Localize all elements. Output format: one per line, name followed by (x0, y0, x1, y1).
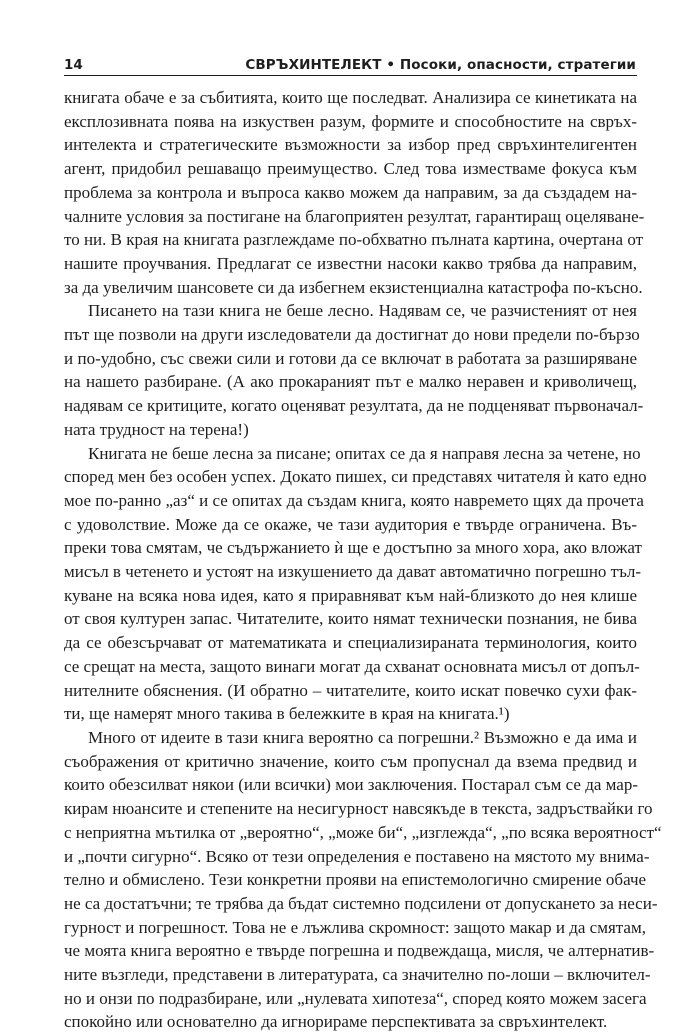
text-line: чалните условия за постигане на благоприятен резултат, гарантиращ оцеляване- (64, 206, 645, 226)
text-line: мое по-ранно „аз“ и се опитах да създам книга, която навремето щях да прочета (64, 490, 644, 510)
text-line: спокойно или основателно да игнорираме перспективата за свръхинтелект. (64, 1012, 608, 1032)
text-line: за да увеличим шансовете си да избегнем екзистенциална катастрофа по-късно. (64, 277, 643, 297)
text-line: мисъл в четенето и устоят на изкушението да дават автоматично погрешно тъл- (64, 562, 642, 582)
running-head: СВРЪХИНТЕЛЕКТ • Посоки, опасности, стратегии (245, 57, 636, 73)
text-line: нашите проучвания. Предлагат се известни насоки какво трябва да направим, (64, 253, 637, 273)
paragraph (64, 442, 647, 726)
text-line: нителните обяснения. (И обратно – читателите, които искат повечко сухи фак- (64, 680, 637, 700)
text-line: Много от идеите в тази книга вероятно са погрешни.² Възможно е да има и (88, 727, 637, 747)
text-line: агент, придобил решаващо преимущество. След това изместваме фокуса към (64, 159, 637, 179)
paragraph (64, 299, 644, 441)
paragraph (64, 86, 645, 299)
page-number: 14 (64, 57, 83, 73)
text-line: от своя културен запас. Читателите, които нямат технически познания, не бива (64, 609, 637, 629)
text-line: Писането на тази книга не беше лесно. Надявам се, че разчистеният от нея (88, 301, 637, 321)
text-line: надявам се критиците, когато оценяват резултата, да не подценяват първоначал- (64, 396, 644, 416)
text-line: не са достатъчни; те трябва да бъдат системно подсилени от допускането за неси- (64, 893, 658, 913)
text-line: преки това смятам, че съдържанието ѝ ще е достъпно за много хора, ако вложат (64, 538, 642, 558)
text-line: куване на всяка нова идея, като я приравняват към най-близкото до нея клише (64, 585, 637, 605)
text-line: се срещат на места, защото винаги могат да схванат основната мисъл от допъл- (64, 656, 640, 676)
paragraph (64, 726, 662, 1034)
text-line: интелекта и стратегическите възможности за избор пред свръхинтелигентен (64, 135, 637, 155)
text-line: гурност и погрешност. Това не е лъжлива скромност: защото макар и да смятам, (64, 917, 646, 937)
text-line: кирам нюансите и степените на несигурност навсякъде в текста, задръствайки го (64, 799, 653, 819)
text-line: книгата обаче е за събитията, които ще последват. Анализира се кинетиката на (64, 88, 637, 107)
text-line: път ще позволи на други изследователи да достигнат до нови предели по-бързо (64, 325, 640, 345)
page-header (64, 51, 636, 73)
text-line: че моята книга вероятно е твърде погрешна и подвеждаща, мисля, че алтернатив- (64, 941, 655, 961)
text-line: и „почти сигурно“. Всяко от тези определения е поставено на мястото му внима- (64, 846, 650, 866)
body-text (64, 86, 662, 1034)
text-line: с удоволствие. Може да се окаже, че тази аудитория е твърде ограничена. Въ- (64, 514, 637, 534)
text-line: които обезсилват някои (или всички) мои заключения. Постарал съм се да мар- (64, 775, 639, 795)
text-line: проблема за контрола и въпроса какво можем да направим, за да създадем на- (64, 182, 637, 202)
text-line: ната трудност на терена!) (64, 419, 249, 439)
text-line: с неприятна мътилка от „вероятно“, „може би“, „изглежда“, „по всяка вероятност“ (64, 822, 662, 842)
text-line: на нашето разбиране. (А ако прокараният път е малко неравен и криволичещ, (64, 372, 637, 392)
text-line: телно и обмислено. Тези конкретни прояви на епистемологично смирение обаче (64, 870, 647, 890)
header-rule (64, 75, 637, 76)
text-line: Книгата не беше лесна за писане; опитах се да я направя лесна за четене, но (88, 443, 641, 463)
text-line: съображения от критично значение, които съм пропуснал да взема предвид и (64, 751, 637, 771)
text-line: ните възгледи, представени в литературата, са значително по-лоши – включител- (64, 965, 651, 985)
text-line: но и онзи по подразбиране, или „нулевата хипотеза“, според която можем засега (64, 988, 647, 1008)
text-line: да се обезсърчават от математиката и специализираната терминология, които (64, 633, 637, 653)
text-line: според мен без особен успех. Докато пишех, си представях читателя ѝ като едно (64, 467, 647, 487)
text-line: експлозивната поява на изкуствен разум, формите и способностите на свръх- (64, 111, 637, 131)
text-line: то ни. В края на книгата разглеждаме по-обхватно пълната картина, очертана от (64, 230, 644, 250)
text-line: ти, ще намерят много такива в бележките в края на книгата.¹) (64, 704, 510, 724)
text-line: и по-удобно, със свежи сили и готови да се включат в работата за разширяване (64, 348, 637, 368)
